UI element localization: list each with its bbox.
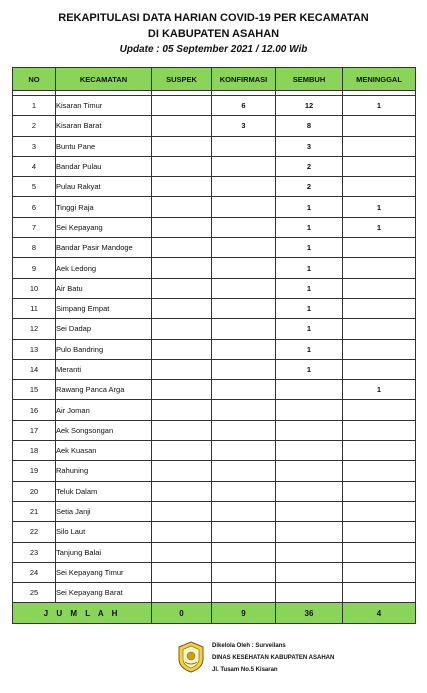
row-no: 25 <box>13 583 56 603</box>
row-konfirmasi <box>212 501 276 521</box>
row-sembuh: 12 <box>276 96 343 116</box>
row-suspek <box>152 197 212 217</box>
row-kecamatan: Rawang Panca Arga <box>56 380 152 400</box>
row-konfirmasi <box>212 339 276 359</box>
row-sembuh: 1 <box>276 197 343 217</box>
column-header-suspek: SUSPEK <box>152 68 212 91</box>
report-subtitle: DI KABUPATEN ASAHAN <box>147 28 280 40</box>
row-meninggal <box>343 542 416 562</box>
row-kecamatan: Air Batu <box>56 278 152 298</box>
column-header-meninggal: MENINGGAL <box>343 68 416 91</box>
row-meninggal: 1 <box>343 96 416 116</box>
row-konfirmasi <box>212 238 276 258</box>
row-suspek <box>152 339 212 359</box>
row-no: 16 <box>13 400 56 420</box>
covid-recap-table <box>12 67 416 624</box>
row-meninggal <box>343 562 416 582</box>
row-no: 2 <box>13 116 56 136</box>
table-row <box>13 298 416 318</box>
row-kecamatan: Rahuning <box>56 461 152 481</box>
row-suspek <box>152 116 212 136</box>
row-kecamatan: Buntu Pane <box>56 136 152 156</box>
report-title: REKAPITULASI DATA HARIAN COVID-19 PER KECAMATAN <box>58 12 369 24</box>
row-konfirmasi <box>212 420 276 440</box>
row-kecamatan: Aek Songsongan <box>56 420 152 440</box>
row-sembuh: 1 <box>276 298 343 318</box>
row-sembuh: 1 <box>276 319 343 339</box>
row-suspek <box>152 562 212 582</box>
row-konfirmasi: 3 <box>212 116 276 136</box>
row-konfirmasi <box>212 197 276 217</box>
row-kecamatan: Bandar Pasir Mandoge <box>56 238 152 258</box>
row-no: 10 <box>13 278 56 298</box>
row-konfirmasi <box>212 461 276 481</box>
row-suspek <box>152 481 212 501</box>
table-row <box>13 522 416 542</box>
row-kecamatan: Silo Laut <box>56 522 152 542</box>
row-no: 13 <box>13 339 56 359</box>
row-sembuh: 3 <box>276 136 343 156</box>
row-no: 18 <box>13 441 56 461</box>
row-konfirmasi <box>212 136 276 156</box>
row-sembuh: 1 <box>276 278 343 298</box>
row-sembuh <box>276 441 343 461</box>
row-meninggal <box>343 156 416 176</box>
row-kecamatan: Bandar Pulau <box>56 156 152 176</box>
row-suspek <box>152 542 212 562</box>
row-konfirmasi <box>212 481 276 501</box>
row-konfirmasi <box>212 156 276 176</box>
row-no: 17 <box>13 420 56 440</box>
row-no: 22 <box>13 522 56 542</box>
row-meninggal <box>343 400 416 420</box>
row-suspek <box>152 501 212 521</box>
row-sembuh <box>276 562 343 582</box>
row-konfirmasi <box>212 583 276 603</box>
asahan-regency-emblem-icon <box>178 641 204 673</box>
row-meninggal <box>343 258 416 278</box>
row-no: 20 <box>13 481 56 501</box>
row-suspek <box>152 156 212 176</box>
row-sembuh <box>276 461 343 481</box>
row-meninggal <box>343 441 416 461</box>
column-header-no: NO <box>13 68 56 91</box>
row-meninggal <box>343 359 416 379</box>
row-kecamatan: Meranti <box>56 359 152 379</box>
table-header-row <box>13 68 416 91</box>
table-row <box>13 177 416 197</box>
row-suspek <box>152 400 212 420</box>
row-no: 6 <box>13 197 56 217</box>
total-meninggal: 4 <box>343 603 416 624</box>
row-suspek <box>152 177 212 197</box>
row-no: 9 <box>13 258 56 278</box>
row-no: 5 <box>13 177 56 197</box>
row-suspek <box>152 441 212 461</box>
row-sembuh: 2 <box>276 177 343 197</box>
table-row <box>13 156 416 176</box>
total-sembuh: 36 <box>276 603 343 624</box>
row-kecamatan: Sei Kepayang <box>56 217 152 237</box>
row-konfirmasi <box>212 542 276 562</box>
row-konfirmasi <box>212 217 276 237</box>
row-suspek <box>152 96 212 116</box>
row-konfirmasi <box>212 359 276 379</box>
row-meninggal: 1 <box>343 197 416 217</box>
row-konfirmasi <box>212 441 276 461</box>
table-row <box>13 400 416 420</box>
table-row <box>13 562 416 582</box>
row-sembuh: 1 <box>276 258 343 278</box>
total-konfirmasi: 9 <box>212 603 276 624</box>
row-no: 4 <box>13 156 56 176</box>
table-row <box>13 238 416 258</box>
table-row <box>13 542 416 562</box>
row-meninggal <box>343 116 416 136</box>
row-sembuh <box>276 583 343 603</box>
row-sembuh <box>276 542 343 562</box>
row-konfirmasi <box>212 380 276 400</box>
row-meninggal <box>343 278 416 298</box>
row-meninggal <box>343 481 416 501</box>
row-no: 14 <box>13 359 56 379</box>
row-suspek <box>152 420 212 440</box>
column-header-kecamatan: KECAMATAN <box>56 68 152 91</box>
table-row <box>13 197 416 217</box>
row-kecamatan: Teluk Dalam <box>56 481 152 501</box>
row-konfirmasi <box>212 400 276 420</box>
row-konfirmasi <box>212 298 276 318</box>
table-body <box>13 91 416 603</box>
update-timestamp: Update : 05 September 2021 / 12.00 Wib <box>119 44 308 55</box>
table-row <box>13 258 416 278</box>
table-row <box>13 481 416 501</box>
column-header-konfirmasi: KONFIRMASI <box>212 68 276 91</box>
footer-managed-by: Dikelola Oleh : Surveilans <box>212 643 286 649</box>
table-row <box>13 441 416 461</box>
row-suspek <box>152 522 212 542</box>
row-sembuh <box>276 501 343 521</box>
row-suspek <box>152 583 212 603</box>
row-kecamatan: Tanjung Balai <box>56 542 152 562</box>
row-meninggal <box>343 461 416 481</box>
row-kecamatan: Simpang Empat <box>56 298 152 318</box>
row-no: 23 <box>13 542 56 562</box>
row-kecamatan: Air Joman <box>56 400 152 420</box>
row-sembuh: 2 <box>276 156 343 176</box>
table-row <box>13 359 416 379</box>
footer-agency: DINAS KESEHATAN KABUPATEN ASAHAN <box>212 655 335 661</box>
row-sembuh: 8 <box>276 116 343 136</box>
row-sembuh: 1 <box>276 217 343 237</box>
row-sembuh: 1 <box>276 359 343 379</box>
row-sembuh <box>276 522 343 542</box>
row-meninggal: 1 <box>343 217 416 237</box>
row-konfirmasi <box>212 258 276 278</box>
row-kecamatan: Setia Janji <box>56 501 152 521</box>
row-suspek <box>152 359 212 379</box>
row-no: 1 <box>13 96 56 116</box>
row-kecamatan: Sei Dadap <box>56 319 152 339</box>
row-kecamatan: Pulau Rakyat <box>56 177 152 197</box>
table-row <box>13 136 416 156</box>
row-meninggal <box>343 177 416 197</box>
row-sembuh: 1 <box>276 238 343 258</box>
row-kecamatan: Kisaran Barat <box>56 116 152 136</box>
row-no: 11 <box>13 298 56 318</box>
row-no: 19 <box>13 461 56 481</box>
row-kecamatan: Sei Kepayang Timur <box>56 562 152 582</box>
row-meninggal <box>343 501 416 521</box>
row-suspek <box>152 319 212 339</box>
table-row <box>13 319 416 339</box>
row-kecamatan: Kisaran Timur <box>56 96 152 116</box>
row-suspek <box>152 217 212 237</box>
table-row <box>13 217 416 237</box>
row-no: 8 <box>13 238 56 258</box>
table-row <box>13 420 416 440</box>
row-no: 7 <box>13 217 56 237</box>
row-meninggal <box>343 583 416 603</box>
row-meninggal <box>343 339 416 359</box>
total-suspek: 0 <box>152 603 212 624</box>
row-no: 15 <box>13 380 56 400</box>
row-konfirmasi <box>212 177 276 197</box>
row-meninggal <box>343 238 416 258</box>
row-meninggal <box>343 319 416 339</box>
table-row <box>13 278 416 298</box>
row-suspek <box>152 258 212 278</box>
row-suspek <box>152 238 212 258</box>
row-no: 12 <box>13 319 56 339</box>
row-konfirmasi <box>212 278 276 298</box>
row-sembuh: 1 <box>276 339 343 359</box>
row-kecamatan: Aek Kuasan <box>56 441 152 461</box>
footer <box>178 637 418 677</box>
row-meninggal <box>343 420 416 440</box>
row-konfirmasi <box>212 319 276 339</box>
row-konfirmasi <box>212 522 276 542</box>
row-suspek <box>152 380 212 400</box>
row-meninggal <box>343 298 416 318</box>
row-sembuh <box>276 380 343 400</box>
row-konfirmasi: 6 <box>212 96 276 116</box>
table-row <box>13 461 416 481</box>
row-meninggal <box>343 136 416 156</box>
row-no: 24 <box>13 562 56 582</box>
row-no: 21 <box>13 501 56 521</box>
row-suspek <box>152 136 212 156</box>
table-row <box>13 116 416 136</box>
row-kecamatan: Aek Ledong <box>56 258 152 278</box>
row-sembuh <box>276 400 343 420</box>
total-label: J U M L A H <box>13 603 152 624</box>
row-meninggal: 1 <box>343 380 416 400</box>
row-konfirmasi <box>212 562 276 582</box>
row-sembuh <box>276 481 343 501</box>
row-kecamatan: Pulo Bandring <box>56 339 152 359</box>
table-row <box>13 583 416 603</box>
row-suspek <box>152 298 212 318</box>
column-header-sembuh: SEMBUH <box>276 68 343 91</box>
table-row <box>13 501 416 521</box>
row-sembuh <box>276 420 343 440</box>
footer-address: Jl. Tusam No.5 Kisaran <box>212 667 278 673</box>
table-row <box>13 339 416 359</box>
row-kecamatan: Sei Kepayang Barat <box>56 583 152 603</box>
row-meninggal <box>343 522 416 542</box>
total-row <box>13 603 416 624</box>
row-no: 3 <box>13 136 56 156</box>
row-kecamatan: Tinggi Raja <box>56 197 152 217</box>
row-suspek <box>152 461 212 481</box>
table-row <box>13 380 416 400</box>
row-suspek <box>152 278 212 298</box>
table-row <box>13 96 416 116</box>
